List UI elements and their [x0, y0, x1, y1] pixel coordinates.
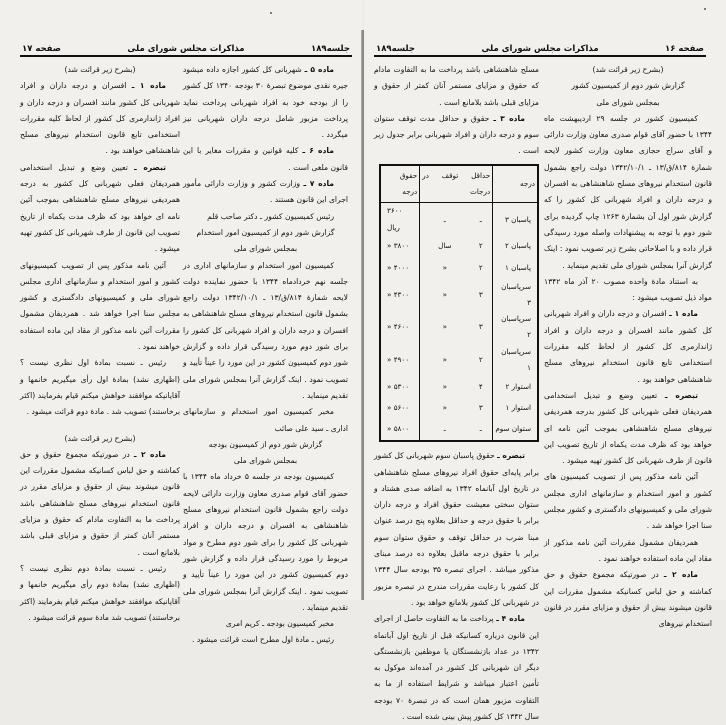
- paragraph-text: در صورتیکه مجموع حقوق و حق کماشته و حق لباس کسانیکه مشمول مقررات این قانون میشوند بیش از حقوق و مزایای مقرر در قانون استخدام نیروهای مسلح شاهنشاهی باشد پرداخت ما به التفاوت مادام که حقوق و مزایای مستمر آنان کمتر از حقوق و مزایای قبلی باشد بلامانع است .: [20, 449, 180, 557]
- paragraph-text: مخبر کمیسیون بودجه ـ کریم امری: [225, 619, 334, 629]
- table-row: [380, 419, 538, 441]
- page-16: [364, 0, 726, 721]
- cell-years: ۳: [469, 279, 492, 312]
- cell-unit: «: [420, 398, 470, 419]
- cell-grade: سرپاسبان ۳: [501, 281, 531, 307]
- paragraph-text: گزارش شور دوم از کمیسیون بودجه: [208, 439, 323, 449]
- page-number: صفحه ۱۶: [665, 44, 704, 54]
- paragraph: [183, 143, 348, 176]
- paragraph: [20, 431, 180, 447]
- cell-grade: استوار ۲: [505, 381, 531, 391]
- scan-speck: [270, 12, 272, 14]
- cell-years: ۲: [469, 236, 492, 257]
- paragraph: [20, 561, 180, 626]
- cell-years: ـ: [469, 419, 492, 441]
- cell-salary: ۴۹۰۰ «: [387, 354, 410, 364]
- paragraph: [183, 616, 348, 632]
- article-label: ماده ۷ ـ: [303, 179, 334, 189]
- paragraph-text: کلیه قوانین و مقررات مغایر با این قانون ملغی است .: [183, 146, 348, 172]
- table-header-row: [380, 165, 538, 203]
- paragraph-text: آئین نامه مذکور پس از تصویب کمیسیون های کشور و امور استخدام و سازمانهای اداری مجلس شورای ملی و کمیسیونهای دادگستری و کشور مجلس سنا اجرا خواهد شد .: [544, 472, 712, 531]
- cell-grade: استوار ۱: [505, 403, 531, 413]
- cell-salary: ۵۶۰۰ «: [387, 403, 410, 413]
- paragraph: [20, 355, 180, 420]
- article-label: ماده ۵ ـ: [304, 65, 334, 74]
- paragraph: [20, 258, 180, 356]
- paragraph: [374, 111, 539, 160]
- cell-years: ۲: [469, 257, 492, 278]
- paragraph: [374, 611, 539, 725]
- cell-grade: پاسبان ۲: [504, 241, 531, 251]
- paragraph-text: گزارش شور دوم از کمیسیون کشور: [571, 81, 685, 91]
- paragraph: [183, 469, 348, 616]
- paragraph: [544, 535, 712, 568]
- page-header: [376, 40, 704, 54]
- paragraph-text: رئیس ـ مادهٔ اول مطرح است قرائت میشود .: [192, 635, 334, 645]
- scan-speck: [704, 8, 706, 10]
- paragraph: [183, 437, 348, 453]
- cell-salary: ۴۶۰۰ «: [387, 322, 410, 332]
- paragraph: [374, 62, 539, 111]
- text-before-table: [374, 62, 539, 160]
- paragraph-text: کمیسیون کشور در جلسه ۲۹ اردیبهشت ماه ۱۳۴۴ با حضور آقای قوام صدری معاون وزارت دارائی و آقای سراج حجازی معاون وزارت کشور لایحه شمارهٔ ۸۱۴/ق/۱۳ ـ ۱۳۴۲/۱۰/۱ دولت راجع بشمول قانون استخدام نیروهای مسلح شاهنشاهی به افسران و درجه داران و افراد شهربانی کل کشور را که گزارش شور اول آن بشمارهٔ ۱۲۶۳ چاپ گردیده برای شور دوم با توجه به پیشنهادات واصله مورد رسیدگی قرار داده و با اصلاحاتی بشرح زیر تصویب نمود : اینک گزارش آنرا بمجلس شورای ملی تقدیم مینماید .: [544, 113, 712, 270]
- page-number: صفحه ۱۷: [22, 44, 61, 54]
- paragraph-text: پرداخت ما به التفاوت حاصل از اجرای این قانون درباره کسانیکه قبل از تاریخ اول آبانماه ۱۳۴۲ در عداد بازنشستگان یا موظفین بازنشستگی دیگر ان شهربانی کل کشور در آمده‌اند موکول به تأمین اعتبار میباشد و شرایط استفاده از ما به التفاوت مزبور همان است که در تبصرهٔ ۷۰ بودجه سال ۱۳۴۲ کل کشور پیش بینی شده است .: [374, 614, 539, 721]
- article-label: تبصره ـ: [134, 162, 166, 172]
- table-row: [380, 344, 538, 377]
- paragraph-text: شهربانی کل کشور اجازه داده میشود جیره نقدی موضوع تبصرهٔ ۳۰ بودجه ۱۳۴۰ کل کشور را از بودجه خود به افراد شهربانی پرداخت نماید پرداخت مزبور شامل درجه داران شهربانی نیز میگردد .: [183, 65, 348, 140]
- cell-salary: ۵۳۰۰ «: [387, 381, 410, 391]
- cell-unit: ـ: [420, 419, 470, 441]
- cell-years: ۳: [469, 311, 492, 344]
- table-row: [380, 257, 538, 278]
- header-title: مذاکرات مجلس شورای ملی: [481, 44, 599, 54]
- paragraph-text: به استناد مادهٔ واحده مصوب ۲۰ آذر ماه ۱۳۴۲ مواد ذیل تصویب میشود :: [544, 276, 712, 303]
- cell-salary: ۳۸۰۰ «: [387, 241, 410, 251]
- paragraph-text: افسران و درجه داران و افراد شهربانی کل کشور مانند افسران و درجه داران و افراد ژاندارمری کل کشور از لحاظ کلیه مقررات استخدامی تابع قانون استخدام نیروهای مسلح شاهنشاهی خواهند بود .: [544, 309, 712, 384]
- paragraph: [183, 225, 348, 241]
- paragraph-text: وزارت کشور و وزارت دارائی مأمور اجرای این قانون هستند .: [183, 179, 348, 205]
- text-after-table: [374, 448, 539, 725]
- cell-salary: ۴۳۰۰ «: [387, 289, 410, 299]
- paragraph-text: تعیین وضع و تبدیل استخدامی همردیفان فعلی شهربانی کل کشور به درجه همردیفی نیروهای مسلح شاهنشاهی بموجب آئین نامه ای خواهد بود که ظرف مدت یکماه از تاریخ تصویب این قانون از طرف شهربانی کل کشور تهیه میشود .: [20, 162, 180, 254]
- article-label: تبصره ـ: [664, 390, 698, 400]
- header-salary: حقوق درجه: [380, 165, 420, 203]
- salary-table: [379, 164, 539, 442]
- header-min-stay: حداقل توقف در درجات: [420, 165, 493, 203]
- paragraph: [544, 62, 712, 78]
- session-label: جلسه۱۸۹: [376, 44, 415, 54]
- cell-grade: ستوان سوم: [495, 424, 531, 434]
- paragraph-text: (بشرح زیر قرائت شد): [64, 65, 136, 74]
- paragraph-text: رئیس کمیسیون کشور ـ دکتر صاحب قلم: [207, 211, 334, 221]
- table-row: [380, 376, 538, 397]
- paragraph-text: رئیس ـ نسبت بمادهٔ دوم نظری نیست ؟ (اظهاری نشد) بمادهٔ دوم رأی میگیریم خانمها و آقایانیکه موافقند خواهش میکنم قیام بفرمایند (اکثر برخاستند) تصویب شد مادهٔ سوم قرائت میشود .: [20, 563, 180, 622]
- article-label: ماده ۶ ـ: [302, 146, 334, 156]
- cell-years: ۳: [469, 398, 492, 419]
- paragraph-text: مسلح شاهنشاهی باشد پرداخت ما به التفاوت مادام که حقوق و مزایای مستمر آنان کمتر از حقوق و مزایای قبلی باشد بلامانع است .: [374, 65, 539, 107]
- header-rule: [374, 55, 706, 57]
- cell-grade: پاسبان ۳: [504, 214, 531, 224]
- header-rule: [20, 55, 352, 57]
- paragraph-text: افسران و درجه داران و افراد شهربانی کل کشور مانند افسران و درجه داران و افراد ژاندارمری کل کشور از لحاظ کلیه مقررات استخدامی تابع قانون استخدام نیروهای مسلح شاهنشاهی خواهند بود .: [20, 81, 180, 156]
- paragraph: [544, 306, 712, 387]
- paragraph: [183, 258, 348, 405]
- table-row: [380, 236, 538, 257]
- table-row: [380, 203, 538, 236]
- table-row: [380, 311, 538, 344]
- paragraph-text: کمیسیون امور استخدام و سازمانهای اداری در جلسه نهم خردادماه ۱۳۴۴ با حضور نماینده دولت لایحه شمارهٔ ۸۱۴/ق/۱۳ ـ ۱۳۴۲/۱۰/۱ دولت راجع بشمول قانون استخدام نیروهای مسلح شاهنشاهی به افسران و درجه داران و افراد شهربانی کل کشور را برای شور دوم مورد رسیدگی قرار داده و گزارش شور دوم کمیسیون کشور در این مورد را عیناً تأیید و تصویب نمود . اینک گزارش آنرا بمجلس شورای ملی تقدیم مینماید .: [183, 260, 348, 400]
- cell-years: ـ: [469, 203, 492, 236]
- paragraph-text: مخبر کمیسیون امور استخدام و سازمانهای اداری ـ سید علی صائب: [183, 407, 348, 433]
- table-row: [380, 398, 538, 419]
- session-label: جلسه۱۸۹: [311, 44, 350, 54]
- article-label: ماده ۱ ـ: [131, 81, 166, 91]
- paragraph-text: همردیفان مشمول مقررات آئین نامه مذکور از مقاد این ماده استفاده خواهند نمود .: [544, 537, 712, 563]
- text-column-right: [183, 62, 348, 649]
- cell-salary: ۵۸۰۰ «: [387, 424, 410, 434]
- paragraph: [544, 388, 712, 469]
- paragraph-text: کمیسیون بودجه در جلسه ۵ خرداد ماه ۱۳۴۴ با حضور آقای قوام صدری معاون وزارت دارائی لایحه دولت راجع بشمول قانون استخدام نیروهای مسلح شاهنشاهی به افسران و درجه داران و افراد شهربانی کل کشور را برای شور دوم مطرح و مواد مربوط را مورد رسیدگی قرار داده و گزارش شور دوم کمیسیون کشور در این مورد را عیناً تأیید و تصویب نمود . اینک گزارش آنرا بمجلس شورای ملی تقدیم مینماید .: [183, 472, 348, 612]
- text-column-right: [544, 62, 712, 632]
- paragraph: [544, 78, 712, 94]
- text-column-left: [374, 62, 539, 725]
- paragraph: [183, 404, 348, 437]
- cell-years: ۲: [469, 344, 492, 377]
- paragraph: [544, 469, 712, 534]
- cell-unit: «: [420, 279, 470, 312]
- paragraph-text: آئین نامه مذکور پس از تصویب کمیسیونهای کشور و امور استخدام و سازمانهای اداری مجلس شورای ملی و کمیسیونهای دادگستری و کشور مجلس سنا اجرا خواهد شد . همردیفان مشمول مقررات آئین نامه مذکور از مقاد این ماده استفاده خواهند نمود .: [20, 260, 180, 352]
- paragraph-text: بمجلس شورای ملی: [596, 97, 660, 107]
- header-grade: درجه: [493, 165, 538, 203]
- paragraph: [544, 95, 712, 111]
- cell-unit: «: [420, 376, 470, 397]
- paragraph-text: بمجلس شورای ملی: [233, 244, 298, 254]
- cell-years: ۴: [469, 376, 492, 397]
- article-label: ماده ۱ ـ: [669, 309, 698, 319]
- cell-unit: «: [420, 344, 470, 377]
- paragraph: [183, 453, 348, 469]
- paragraph: [374, 448, 539, 611]
- paragraph: [20, 78, 180, 159]
- paragraph: [20, 62, 180, 78]
- cell-unit: سال: [420, 236, 470, 257]
- paragraph: [183, 176, 348, 209]
- paragraph-text: در صورتیکه مجموع حقوق و حق کماشته و حق لباس کسانیکه مشمول مقررات این قانون میشوند بیش از حقوق و مزایای مقرر در قانون استخدام نیروهای: [544, 570, 712, 629]
- paragraph-text: بمجلس شورای ملی: [233, 456, 298, 466]
- cell-salary: ۳۶۰۰ ریال: [387, 206, 403, 232]
- paragraph: [20, 160, 180, 258]
- paragraph-text: حقوق پاسبان سوم شهربانی کل کشور برابر پایه‌ای حقوق افراد نیروهای مسلح شاهنشاهی در تاریخ اول آبانماه ۱۳۴۲ به اضافه صدی هشتاد و ستوان سختی معیشت حقوق افراد و درجه داران برابر با حقوق درجه و حداقل بعلاوه پنج درصد عنوان مبنا ضرب در حداقل توقف و حقوق ستوان سوم برابر با حقوق درجه ماقبل بعلاوه ده درصد مبنای مذکور میباشد . اجرای تبصره ۳۵ بودجه سال ۱۳۴۴ کل کشور با رعایت مقررات مندرج در تبصره مزبور در شهربانی کل کشور بلامانع خواهد بود .: [374, 451, 540, 607]
- page-header: [22, 40, 350, 54]
- cell-grade: پاسبان ۱: [504, 262, 531, 272]
- cell-salary: ۴۰۰۰ «: [387, 262, 410, 272]
- paragraph-text: (بشرح زیر قرائت شد): [64, 433, 136, 443]
- article-label: ماده ۴ ـ: [496, 614, 525, 624]
- article-label: ماده ۳ ـ: [493, 113, 525, 123]
- article-label: ماده ۲ ـ: [663, 570, 698, 580]
- paragraph: [183, 62, 348, 143]
- cell-grade: سرپاسبان ۱: [501, 346, 531, 373]
- paragraph: [183, 632, 348, 648]
- paragraph-text: تعیین وضع و تبدیل استخدامی همردیفان فعلی شهربانی کل کشور بدرجه همردیفی نیروهای مسلح شاهنشاهی بموجب آئین نامه ای خواهد بود که ظرف مدت یکماه از تاریخ تصویب این قانون از طرف شهربانی کل کشور تهیه میشود .: [544, 390, 712, 466]
- paragraph: [183, 241, 348, 257]
- cell-unit: «: [420, 311, 470, 344]
- paragraph: [183, 209, 348, 225]
- page-17: [0, 0, 362, 645]
- cell-grade: سرپاسبان ۲: [501, 314, 531, 340]
- cell-unit: ـ: [420, 203, 470, 236]
- cell-unit: «: [420, 257, 470, 278]
- table-row: [380, 279, 538, 312]
- paragraph: [544, 274, 712, 307]
- paragraph: [544, 111, 712, 274]
- paragraph-text: (بشرح زیر قرائت شد): [592, 65, 664, 74]
- text-column-left: [20, 62, 180, 626]
- article-label: ماده ۲ ـ: [133, 449, 166, 459]
- paragraph-text: رئیس ـ نسبت بمادهٔ اول نظری نیست ؟ (اظهاری نشد) بمادهٔ اول رأی میگیریم خانمها و آقایانیکه موافقند خواهش میکنم قیام بفرمایند (اکثر برخاستند) تصویب شد . مادهٔ دوم قرائت میشود .: [20, 358, 180, 417]
- header-title: مذاکرات مجلس شورای ملی: [127, 44, 245, 54]
- paragraph-text: گزارش شور دوم از کمیسیون امور استخدام: [196, 227, 335, 237]
- paragraph: [20, 447, 180, 561]
- paragraph-text: حقوق و حداقل مدت توقف ستوان سوم و درجه داران و افراد شهربانی برابر جدول زیر است .: [374, 113, 539, 156]
- article-label: تبصره ـ: [497, 451, 525, 461]
